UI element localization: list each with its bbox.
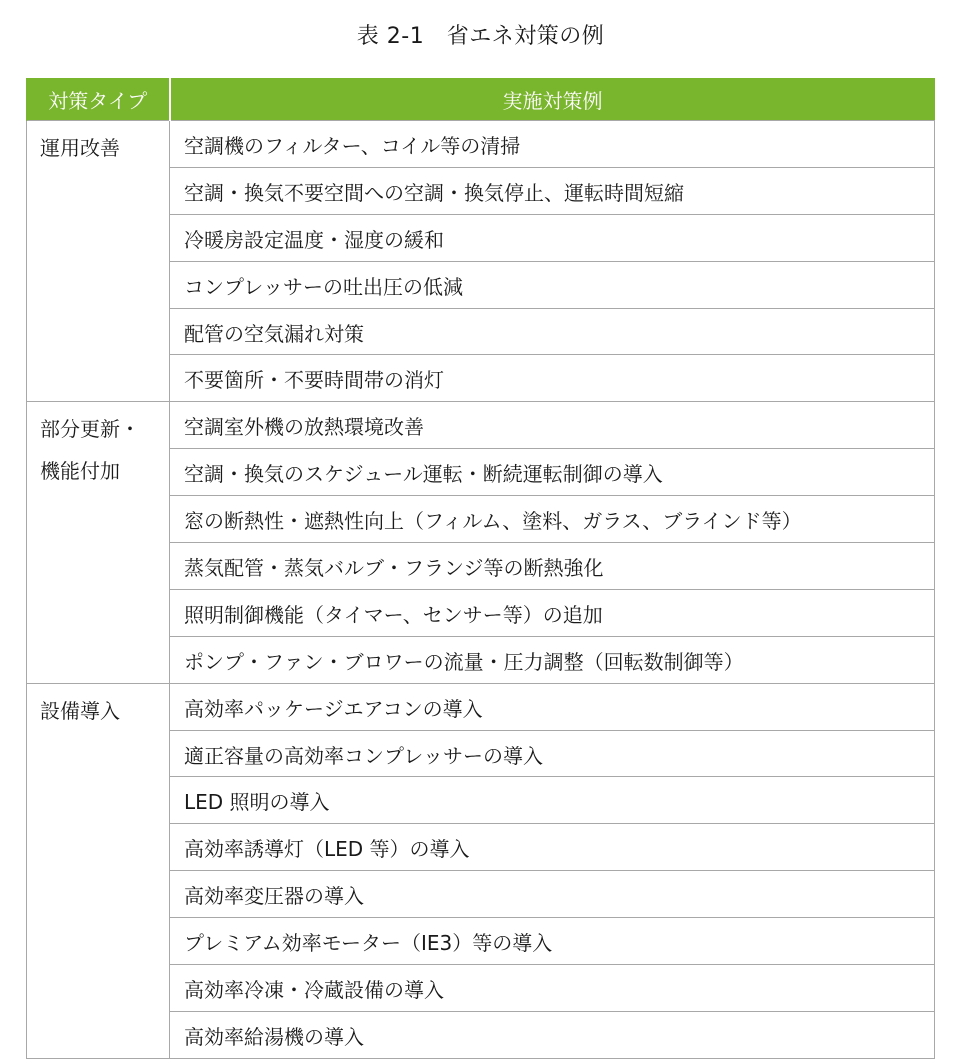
measure-example-cell: 高効率誘導灯（LED 等）の導入 bbox=[170, 824, 935, 871]
measure-example-cell: 高効率パッケージエアコンの導入 bbox=[170, 683, 935, 730]
measure-example-cell: 照明制御機能（タイマー、センサー等）の追加 bbox=[170, 589, 935, 636]
measure-example-cell: 空調室外機の放熱環境改善 bbox=[170, 402, 935, 449]
measure-example-cell: 適正容量の高効率コンプレッサーの導入 bbox=[170, 730, 935, 777]
measure-type-label: 機能付加 bbox=[40, 459, 120, 484]
measure-type-cell bbox=[27, 683, 170, 1058]
measure-example-cell: 高効率変圧器の導入 bbox=[170, 871, 935, 918]
measure-example-cell: LED 照明の導入 bbox=[170, 777, 935, 824]
measure-example-cell: 窓の断熱性・遮熱性向上（フィルム、塗料、ガラス、ブラインド等） bbox=[170, 496, 935, 543]
measure-type-label: 設備導入 bbox=[40, 698, 120, 723]
measure-example-cell: 冷暖房設定温度・湿度の緩和 bbox=[170, 214, 935, 261]
table-row bbox=[27, 121, 935, 168]
table-body bbox=[27, 121, 935, 1059]
table-row bbox=[27, 402, 935, 449]
measure-example-cell: 蒸気配管・蒸気バルブ・フランジ等の断熱強化 bbox=[170, 543, 935, 590]
measure-type-cell bbox=[27, 121, 170, 402]
measure-type-cell bbox=[27, 402, 170, 683]
measure-example-cell: 不要箇所・不要時間帯の消灯 bbox=[170, 355, 935, 402]
measure-example-cell: 空調・換気のスケジュール運転・断続運転制御の導入 bbox=[170, 449, 935, 496]
energy-saving-measures-table bbox=[26, 78, 935, 1059]
measure-type-label: 運用改善 bbox=[40, 136, 120, 160]
header-measure-type: 対策タイプ bbox=[27, 78, 170, 121]
header-measure-examples: 実施対策例 bbox=[170, 78, 935, 121]
measure-example-cell: コンプレッサーの吐出圧の低減 bbox=[170, 261, 935, 308]
measure-example-cell: プレミアム効率モーター（IE3）等の導入 bbox=[170, 918, 935, 965]
table-header-row bbox=[27, 78, 935, 121]
measure-example-cell: 高効率冷凍・冷蔵設備の導入 bbox=[170, 965, 935, 1012]
measure-example-cell: 配管の空気漏れ対策 bbox=[170, 308, 935, 355]
measure-type-label: 部分更新・ bbox=[40, 417, 140, 442]
measure-example-cell: ポンプ・ファン・ブロワーの流量・圧力調整（回転数制御等） bbox=[170, 636, 935, 683]
table-caption: 表 2-1 省エネ対策の例 bbox=[356, 24, 605, 49]
measure-example-cell: 空調・換気不要空間への空調・換気停止、運転時間短縮 bbox=[170, 167, 935, 214]
measure-example-cell: 空調機のフィルター、コイル等の清掃 bbox=[170, 121, 935, 168]
measure-example-cell: 高効率給湯機の導入 bbox=[170, 1011, 935, 1058]
table-row bbox=[27, 683, 935, 730]
